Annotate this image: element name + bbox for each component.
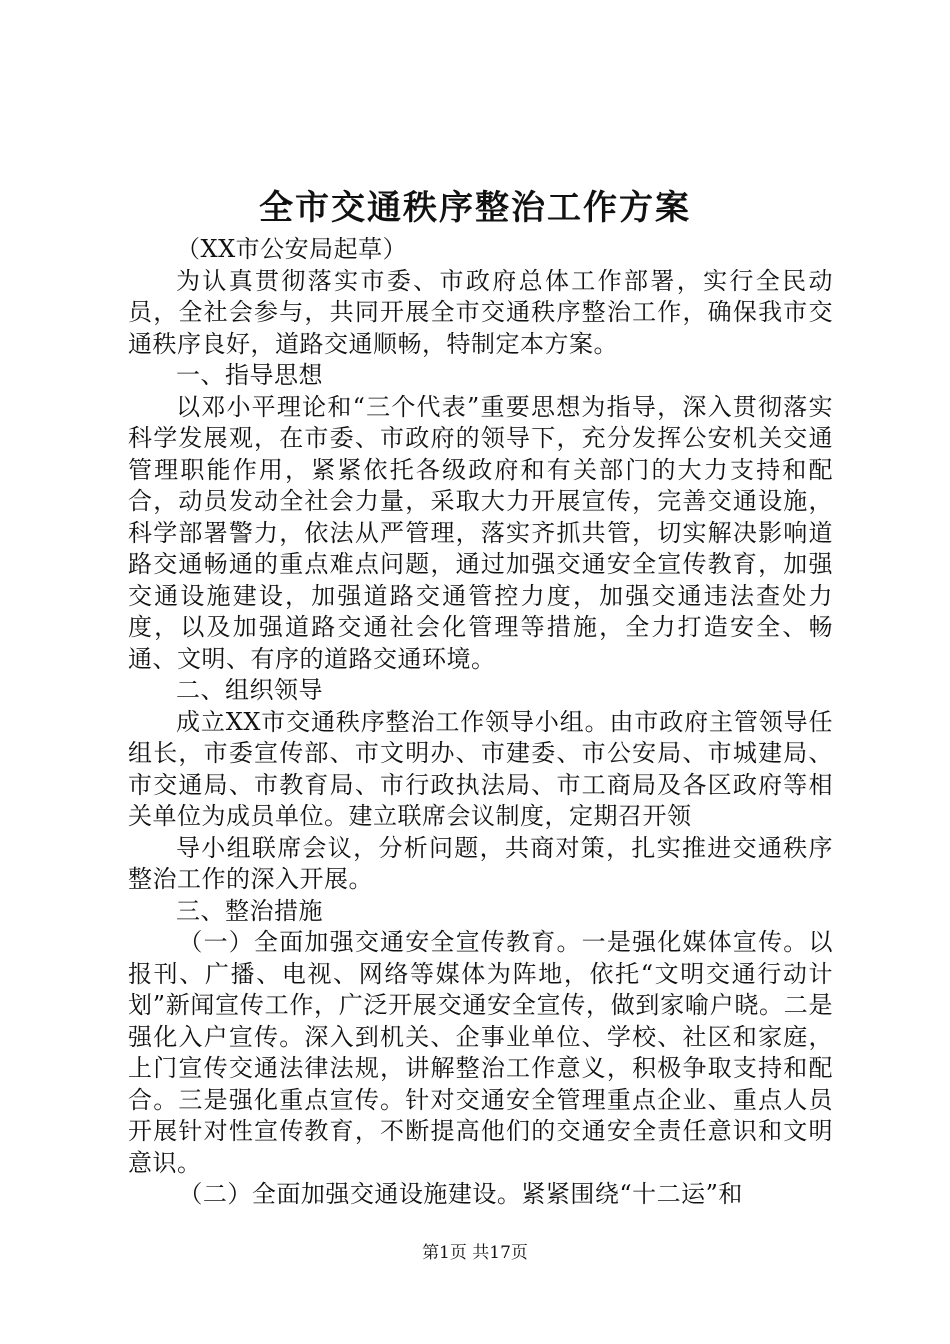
section-heading-organization: 二、组织领导 — [176, 676, 323, 704]
organization-paragraph-continued: 导小组联席会议，分析问题，共商对策，扎实推进交通秩序整治工作的深入开展。 — [128, 833, 833, 893]
guiding-ideology-paragraph: 以邓小平理论和“三个代表”重要思想为指导，深入贯彻落实科学发展观，在市委、市政府的领导下，充分发挥公安机关交通管理职能作用，紧紧依托各级政府和有关部门的大力支持和配合，动员发动全社会力量，采取大力开展宣传，完善交通设施，科学部署警力，依法从严管理，落实齐抓共管，切实解决影响道路交通畅通的重点难点问题，通过加强交通安全宣传教育，加强交通设施建设，加强道路交通管控力度，加强交通违法查处力度，以及加强道路交通社会化管理等措施，全力打造安全、畅通、文明、有序的道路交通环境。 — [128, 392, 833, 673]
measure-1-paragraph: （一）全面加强交通安全宣传教育。一是强化媒体宣传。以报刊、广播、电视、网络等媒体为阵地，依托“文明交通行动计划”新闻宣传工作，广泛开展交通安全宣传，做到家喻户晓。二是强化入户宣传。深入到机关、企事业单位、学校、社区和家庭，上门宣传交通法律法规，讲解整治工作意义，积极争取支持和配合。三是强化重点宣传。针对交通安全管理重点企业、重点人员开展针对性宣传教育，不断提高他们的交通安全责任意识和文明意识。 — [128, 928, 833, 1177]
section-heading-measures: 三、整治措施 — [176, 896, 323, 925]
organization-paragraph: 成立XX市交通秩序整治工作领导小组。由市政府主管领导任组长，市委宣传部、市文明办、市建委、市公安局、市城建局、市交通局、市教育局、市行政执法局、市工商局及各区政府等相关单位为成员单位。建立联席会议制度，定期召开领 — [128, 707, 833, 830]
document-title: 全市交通秩序整治工作方案 — [259, 188, 691, 228]
drafter-note: （XX市公安局起草） — [176, 235, 408, 263]
document-body — [128, 234, 833, 1211]
section-heading-guiding-ideology: 一、指导思想 — [176, 361, 323, 389]
intro-paragraph: 为认真贯彻落实市委、市政府总体工作部署，实行全民动员，全社会参与，共同开展全市交通秩序整治工作，确保我市交通秩序良好，道路交通顺畅，特制定本方案。 — [128, 266, 833, 358]
page-number-footer: 第1页 共17页 — [422, 1243, 528, 1263]
measure-2-paragraph: （二）全面加强交通设施建设。紧紧围绕“十二运”和 — [178, 1180, 743, 1208]
